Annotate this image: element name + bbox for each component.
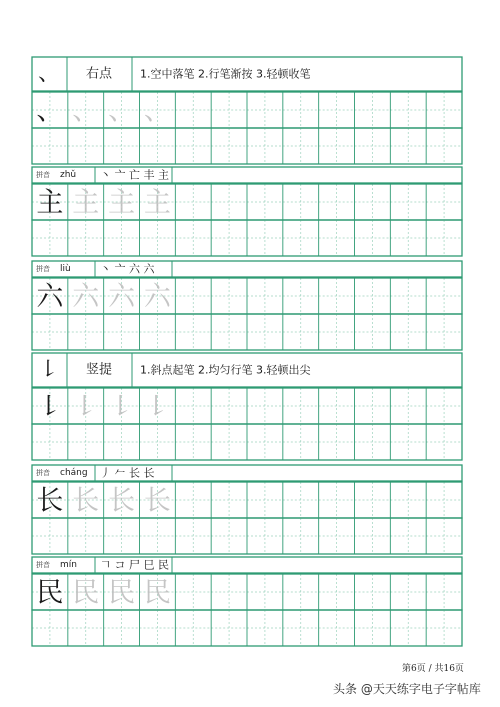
trace-character: 主 [108,187,136,219]
stroke-order: 丶 亠 亡 丰 主 [100,168,169,182]
character-block [32,465,462,554]
tian-grid-row [32,184,462,220]
stroke-order: 𠃍 コ 尸 巳 民 [100,558,169,572]
stroke-glyph: ㇙ [37,357,61,383]
stroke-name: 右点 [85,66,113,82]
tian-grid-row [32,518,462,554]
tian-grid-row [32,314,462,350]
pinyin: cháng [60,468,88,478]
character-block [32,557,462,646]
trace-character: ㇙ [108,391,136,423]
pinyin: liù [60,264,71,274]
model-character: 、 [36,95,64,127]
stroke-section [32,57,462,350]
pinyin-label: 拼音 [36,469,50,477]
trace-character: 六 [143,281,171,313]
stroke-glyph: 、 [37,61,61,87]
model-character: 长 [36,485,64,517]
trace-character: 、 [143,95,171,127]
watermark: 头条 @天天练字电子字帖库 [333,682,481,696]
model-character: 民 [36,577,64,609]
stroke-tips: 1.斜点起笔 2.均匀行笔 3.轻顿出尖 [140,363,311,377]
trace-character: 主 [143,187,171,219]
tian-grid-row [32,92,462,128]
stroke-section [32,353,462,646]
trace-character: 长 [72,485,100,517]
character-block [32,167,462,256]
pinyin-label: 拼音 [36,265,50,273]
pinyin: mín [60,560,77,570]
tian-grid-row [32,482,462,518]
pinyin-label: 拼音 [36,171,50,179]
trace-character: 民 [143,577,171,609]
pinyin-bar [32,261,462,277]
trace-character: 主 [72,187,100,219]
model-character: 六 [36,281,64,313]
stroke-header [32,57,462,91]
pinyin-bar [32,465,462,481]
tian-grid-row [32,574,462,610]
trace-character: 民 [108,577,136,609]
stroke-header [32,353,462,387]
trace-character: ㇙ [143,391,171,423]
stroke-order: 丶 亠 六 六 [100,262,155,276]
tian-grid-row [32,424,462,460]
trace-character: 六 [108,281,136,313]
pinyin-bar [32,557,462,573]
pinyin-label: 拼音 [36,561,50,569]
tian-grid-row [32,610,462,646]
trace-character: 长 [143,485,171,517]
trace-character: 、 [72,95,100,127]
model-character: 主 [36,187,64,219]
trace-character: 长 [108,485,136,517]
tian-grid-row [32,220,462,256]
tian-grid-row [32,278,462,314]
stroke-name: 竖提 [85,362,113,378]
tian-grid-row [32,128,462,164]
trace-character: 民 [72,577,100,609]
pinyin: zhǔ [60,170,77,180]
page-number: 第6页 / 共16页 [402,664,464,674]
trace-character: 六 [72,281,100,313]
pinyin-bar [32,167,462,183]
trace-character: ㇙ [72,391,100,423]
tian-grid-row [32,388,462,424]
stroke-tips: 1.空中落笔 2.行笔渐按 3.轻顿收笔 [140,67,311,81]
trace-character: 、 [108,95,136,127]
character-block [32,261,462,350]
stroke-order: 丿 𠂉 长 长 [100,466,155,480]
model-character: ㇙ [36,391,64,423]
